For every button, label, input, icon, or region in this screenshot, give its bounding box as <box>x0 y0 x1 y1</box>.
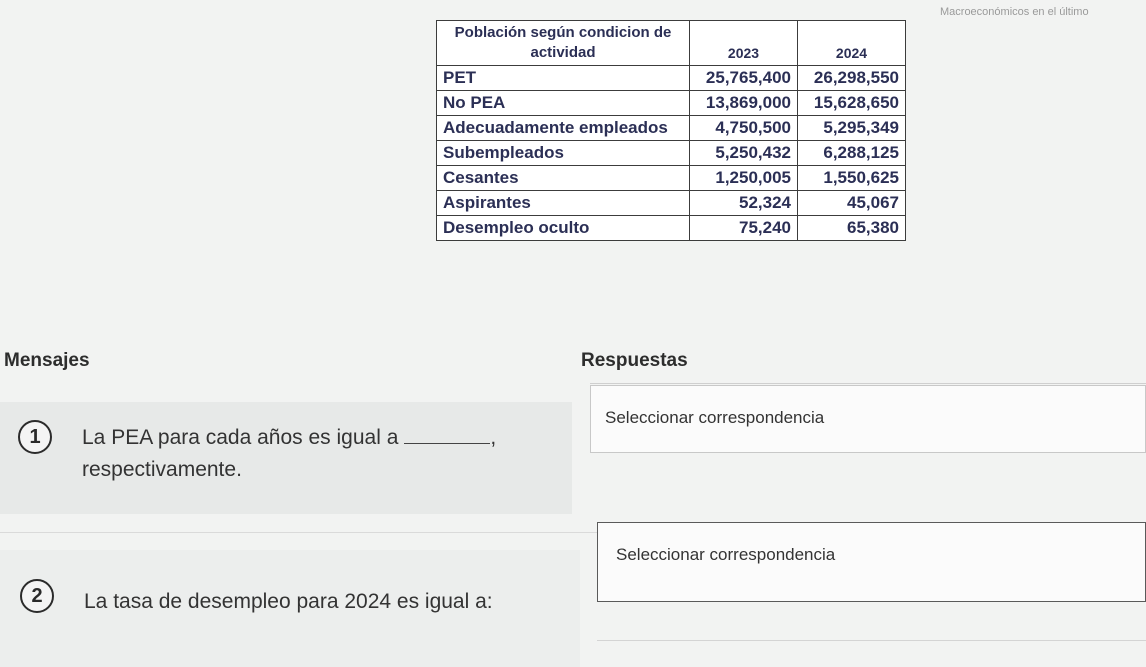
divider <box>597 640 1146 641</box>
table-row <box>437 116 906 141</box>
question-text-after: , respectivamente. <box>82 426 497 481</box>
row-value-2024: 45,067 <box>798 191 906 216</box>
row-label: Subempleados <box>437 141 690 166</box>
row-label: No PEA <box>437 91 690 116</box>
answer-blank <box>404 425 490 444</box>
select-correspondence-2[interactable]: Seleccionar correspondencia <box>597 522 1146 602</box>
population-table <box>436 20 906 241</box>
row-value-2023: 25,765,400 <box>690 66 798 91</box>
row-label: Cesantes <box>437 166 690 191</box>
question-1 <box>0 402 572 514</box>
row-value-2023: 1,250,005 <box>690 166 798 191</box>
table-header-2023: 2023 <box>690 21 798 66</box>
table-row <box>437 216 906 241</box>
row-value-2024: 5,295,349 <box>798 116 906 141</box>
population-data-table <box>436 20 906 241</box>
table-row <box>437 91 906 116</box>
question-number-badge: 1 <box>18 420 52 454</box>
row-value-2023: 52,324 <box>690 191 798 216</box>
messages-header: Mensajes <box>4 350 90 371</box>
question-text: La tasa de desempleo para 2024 es igual a: <box>84 590 493 613</box>
row-value-2023: 75,240 <box>690 216 798 241</box>
question-text-before: La PEA para cada años es igual a <box>82 426 399 449</box>
row-value-2023: 5,250,432 <box>690 141 798 166</box>
row-value-2023: 13,869,000 <box>690 91 798 116</box>
answers-header: Respuestas <box>581 350 688 371</box>
row-label: Adecuadamente empleados <box>437 116 690 141</box>
row-label: Aspirantes <box>437 191 690 216</box>
row-value-2024: 15,628,650 <box>798 91 906 116</box>
table-header-label: Población según condicion de actividad <box>437 21 690 66</box>
question-text <box>82 422 562 486</box>
table-row <box>437 191 906 216</box>
table-header-2024: 2024 <box>798 21 906 66</box>
select-correspondence-1[interactable]: Seleccionar correspondencia <box>590 385 1146 453</box>
divider <box>590 383 1146 384</box>
table-row <box>437 166 906 191</box>
row-value-2024: 6,288,125 <box>798 141 906 166</box>
question-number-badge: 2 <box>20 579 54 613</box>
table-row <box>437 66 906 91</box>
row-value-2023: 4,750,500 <box>690 116 798 141</box>
table-row <box>437 141 906 166</box>
row-value-2024: 26,298,550 <box>798 66 906 91</box>
question-2 <box>0 550 580 667</box>
row-label: PET <box>437 66 690 91</box>
row-value-2024: 1,550,625 <box>798 166 906 191</box>
row-label: Desempleo oculto <box>437 216 690 241</box>
top-caption: Macroeconómicos en el último <box>940 6 1089 18</box>
row-value-2024: 65,380 <box>798 216 906 241</box>
